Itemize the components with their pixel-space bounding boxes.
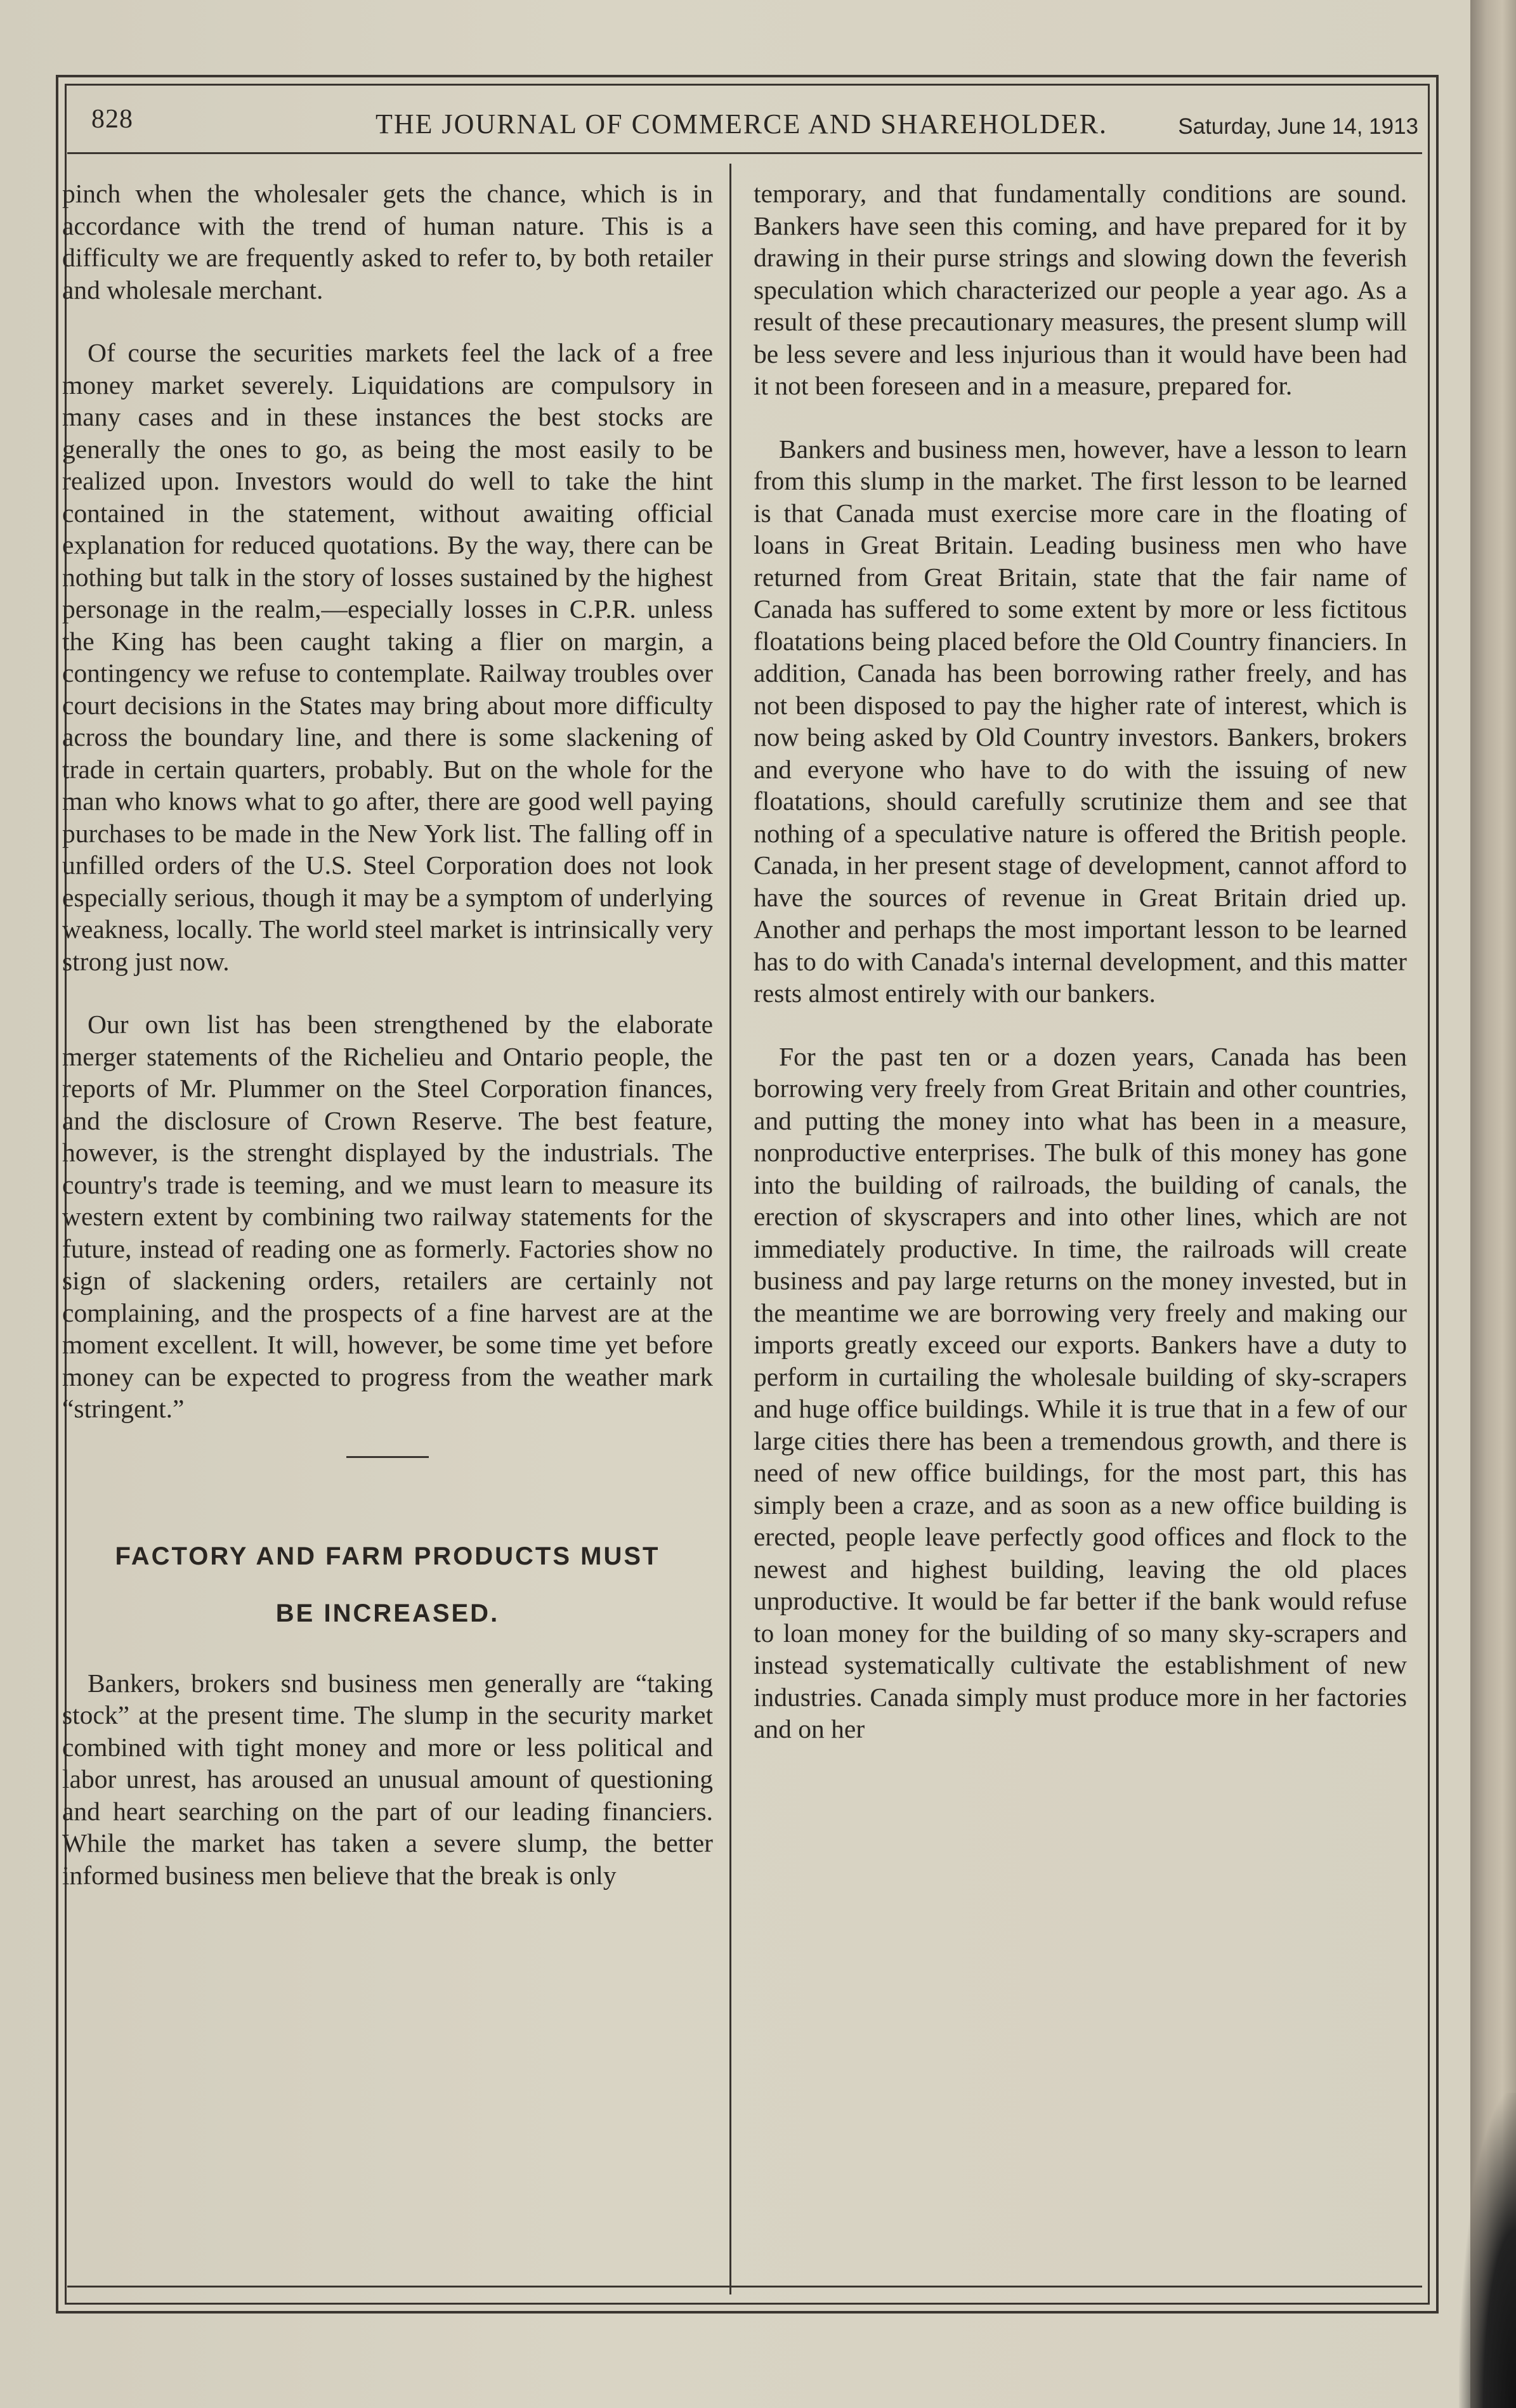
footer-rule [67,2286,1422,2288]
paragraph: For the past ten or a dozen years, Canada has been borrowing very freely from Great Britain and other countries, and putting the money into what has been in a measure, nonproductive enterprises. The bulk of this money has gone into the building of railroads, the building of canals, the erection of skyscrapers and into other lines, which are not immediately productive. In time, the railroads will create business and pay large returns on the money invested, but in the meantime we are borrowing very freely and making our imports greatly exceed our exports. Bankers have a duty to perform in curtailing the wholesale building of sky-scrapers and huge office buildings. While it is true that in a few of our large cities there has been a tremendous growth, and there is need of new office buildings, for the most part, this has simply been a craze, and as soon as a new office building is erected, people leave perfectly good offices and flock to the newest and highest building, leaving the old places unproductive. It would be far better if the bank would refuse to loan money for the building of so many sky-scrapers and instead systematically cultivate the establishment of new industries. Canada simply must produce more in her factories and on her [754,1041,1407,1743]
section-rule [346,1456,429,1458]
journal-title: THE JOURNAL OF COMMERCE AND SHAREHOLDER. [376,108,1108,140]
column-divider [729,164,731,2294]
paragraph: Of course the securities markets feel the lack of a free money market severely. Liquidations are compulsory in many cases and in these instances the best stocks are generally the ones to go, as being the most easily to be realized upon. Investors would do well to take the hint contained in the statement, without awaiting official explanation for reduced quotations. By the way, there can be nothing but talk in the story of losses sustained by the highest personage in the realm,—especially losses in C.P.R. unless the King has been caught taking a flier on margin, a contingency we refuse to contemplate. Railway troubles over court decisions in the States may bring about more difficulty across the boundary line, and there is some slackening of trade in certain quarters, probably. But on the whole for the man who knows what to go after, there are good well paying purchases to be made in the New York list. The falling off in unfilled orders of the U.S. Steel Corporation does not look especially serious, though it may be a symptom of underlying weakness, locally. The world steel market is intrinsically very strong just now. [62,338,713,976]
paragraph: Our own list has been strengthened by the elaborate merger statements of the Richelieu and Ontario people, the reports of Mr. Plummer on the Steel Corporation finances, and the disclosure of Crown Reserve. The best feature, however, is the strenght displayed by the industrials. The country's trade is teeming, and we must learn to measure its western extent by combining two railway statements for the future, instead of reading one as formerly. Factories show no sign of slackening orders, retailers are certainly not complaining, and the prospects of a fine harvest are at the moment excellent. It will, however, be some time yet before money can be expected to progress from the weather mark “stringent.” [62,1010,713,1423]
paragraph: pinch when the wholesaler gets the chance, which is in accordance with the trend of human nature. This is a difficulty we are frequently asked to refer to, by both retailer and wholesale merchant. [62,179,713,304]
paragraph: Bankers, brokers snd business men generally are “taking stock” at the present time. The slump in the security market combined with tight money and more or less political and labor unrest, has aroused an unusual amount of questioning and heart searching on the part of our leading financiers. While the market has taken a severe slump, the better informed business men believe that the break is only [62,1668,713,1890]
issue-date: Saturday, June 14, 1913 [1178,114,1418,139]
paragraph: Bankers and business men, however, have a lesson to learn from this slump in the market. The first lesson to be learned is that Canada must exercise more care in the floating of loans in Great Britain. Leading business men who have returned from Great Britain, state that the fair name of Canada has suffered to some extent by more or less fictitous floatations being placed before the Old Country financiers. In addition, Canada has been borrowing rather freely, and has not been disposed to pay the higher rate of interest, which is now being asked by Old Country investors. Bankers, brokers and everyone who have to do with the issuing of new floatations, should carefully scrutinize them and see that nothing of a speculative nature is offered the British people. Canada, in her present stage of development, cannot afford to have the sources of revenue in Great Britain dried up. Another and perhaps the most important lesson to be learned has to do with Canada's internal development, and this matter rests almost entirely with our bankers. [754,434,1407,1008]
left-column [62,178,713,1922]
headline-line: BE INCREASED. [275,1599,500,1627]
headline-line: FACTORY AND FARM PRODUCTS MUST [115,1542,660,1570]
article-headline [62,1528,713,1642]
page-number: 828 [91,105,133,134]
paragraph: temporary, and that fundamentally conditions are sound. Bankers have seen this coming, and have prepared for it by drawing in their purse strings and slowing down the feverish speculation which characterized our people a year ago. As a result of these precautionary measures, the present slump will be less severe and less injurious than it would have been had it not been foreseen and in a measure, prepared for. [754,179,1407,400]
page-edge [1470,0,1516,2408]
page-header [67,89,1422,154]
page-corner-shadow [1459,2093,1516,2408]
right-column [754,178,1407,1776]
